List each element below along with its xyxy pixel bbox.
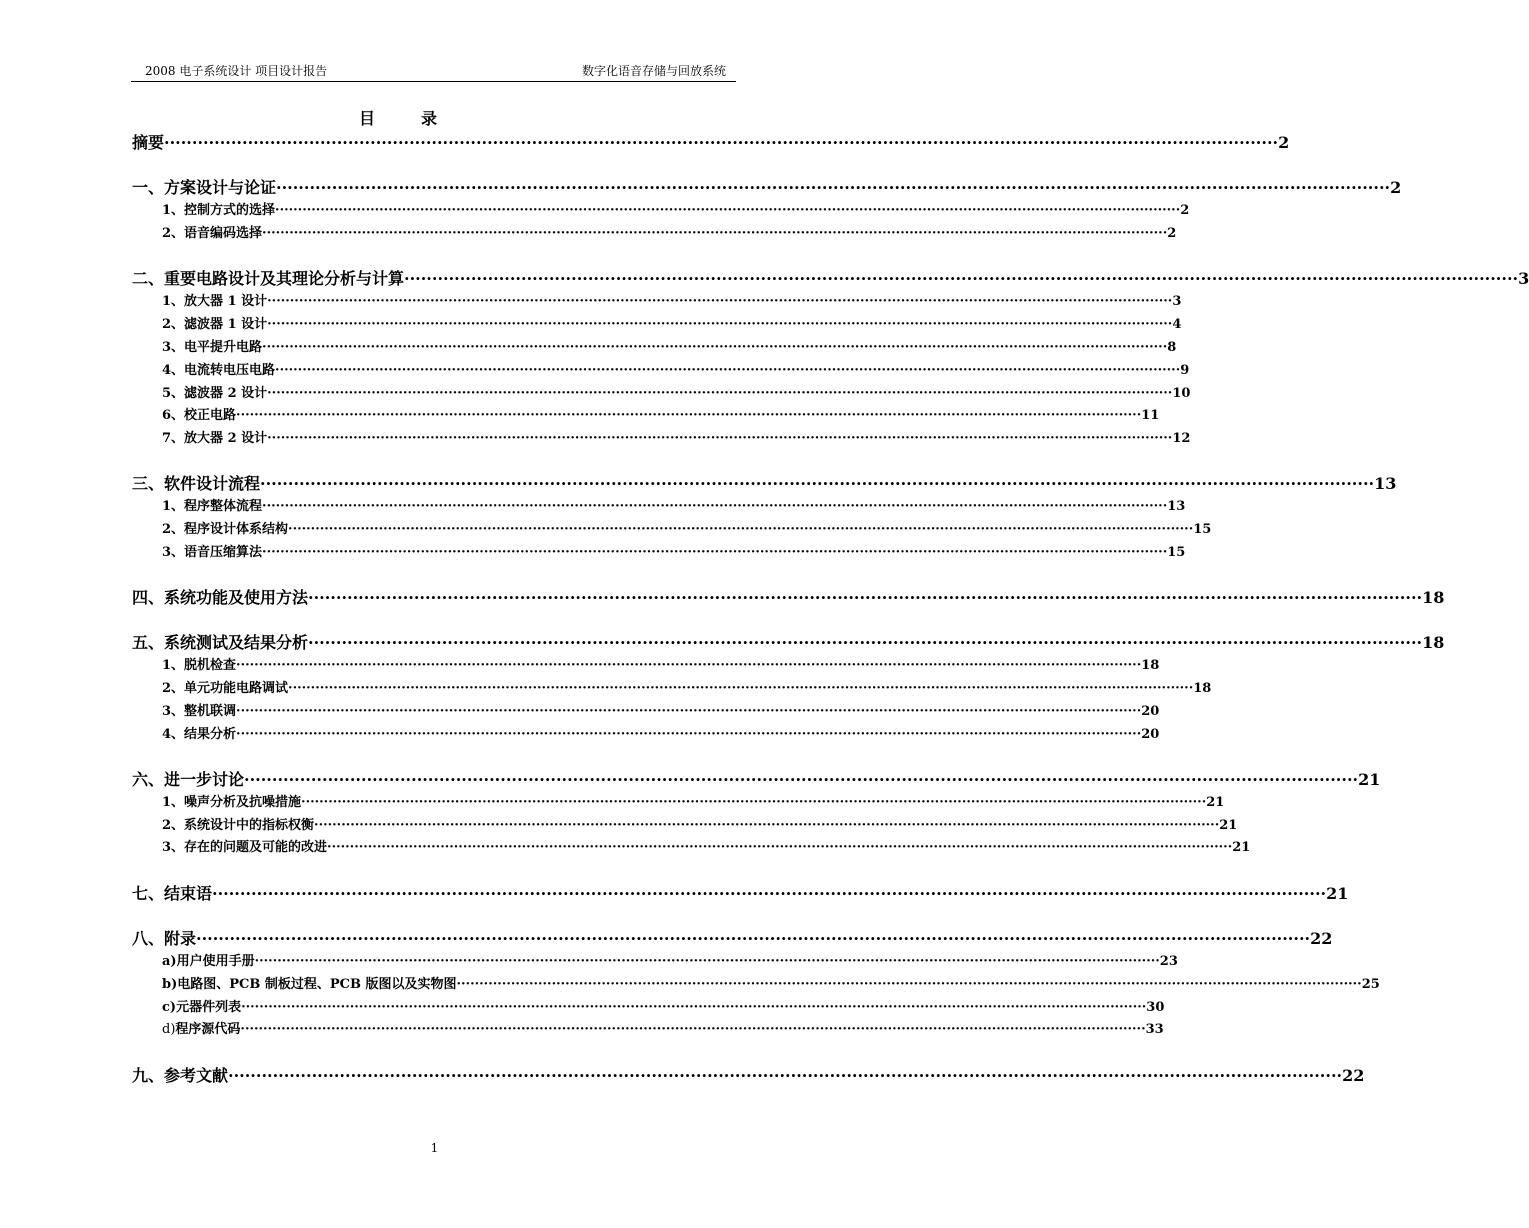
header-left-text: 2008 电子系统设计 项目设计报告: [145, 64, 328, 78]
toc-entry-2-7: 7、放大器 2 设计 ········································································································································································································ 12: [162, 431, 1191, 446]
leader-dots: ········································································································································································································: [267, 294, 1173, 309]
toc-entry-5-3: 3、整机联调 ········································································································································································································ 20: [162, 704, 1160, 719]
leader-dots: ········································································································································································································: [254, 954, 1160, 969]
toc-entry-8-c: c) 元器件列表 ········································································································································································································ 30: [162, 1000, 1165, 1015]
leader-dots: ········································································································································································································: [267, 386, 1173, 401]
leader-dots: ········································································································································································································: [327, 840, 1233, 855]
leader-dots: ········································································································································································································: [404, 269, 1519, 288]
toc-entry-6-2: 2、系统设计中的指标权衡 ········································································································································································································ 21: [162, 818, 1238, 833]
toc-entry-1-1: 1、控制方式的选择 ········································································································································································································ 2: [162, 203, 1190, 218]
leader-dots: ········································································································································································································: [228, 1066, 1343, 1085]
leader-dots: ········································································································································································································: [236, 727, 1142, 742]
leader-dots: ········································································································································································································: [262, 340, 1168, 355]
toc-entry-8-d: d) 程序源代码 ········································································································································································································ 33: [162, 1022, 1164, 1037]
toc-entry-5-4: 4、结果分析 ········································································································································································································ 20: [162, 727, 1160, 742]
toc-entry-1-2: 2、语音编码选择 ········································································································································································································ 2: [162, 226, 1177, 241]
toc-entry-6-1: 1、噪声分析及抗噪措施 ········································································································································································································ 21: [162, 795, 1225, 810]
toc-entry-3-3: 3、语音压缩算法 ········································································································································································································ 15: [162, 545, 1186, 560]
toc-entry-2-6: 6、校正电路 ········································································································································································································ 11: [162, 408, 1160, 423]
toc-entry-section-5: 五、系统测试及结果分析 ········································································································································································································ 18: [132, 633, 1445, 652]
leader-dots: ········································································································································································································: [262, 499, 1168, 514]
leader-dots: ········································································································································································································: [301, 795, 1207, 810]
leader-dots: ········································································································································································································: [267, 317, 1173, 332]
toc-entry-5-1: 1、脱机检查 ········································································································································································································ 18: [162, 658, 1160, 673]
page-header: [131, 62, 736, 82]
toc-entry-section-2: 二、重要电路设计及其理论分析与计算 ········································································································································································································ 3: [132, 269, 1529, 288]
leader-dots: ········································································································································································································: [275, 363, 1181, 378]
leader-dots: ········································································································································································································: [276, 178, 1391, 197]
leader-dots: ········································································································································································································: [260, 474, 1375, 493]
leader-dots: ········································································································································································································: [196, 929, 1311, 948]
toc-entry-2-1: 1、放大器 1 设计 ········································································································································································································ 3: [162, 294, 1182, 309]
leader-dots: ········································································································································································································: [240, 1022, 1146, 1037]
toc-entry-2-2: 2、滤波器 1 设计 ········································································································································································································ 4: [162, 317, 1182, 332]
leader-dots: ········································································································································································································: [164, 133, 1279, 152]
leader-dots: ········································································································································································································: [308, 588, 1423, 607]
toc-entry-section-3: 三、软件设计流程 ········································································································································································································ 13: [132, 474, 1397, 493]
toc-entry-section-4: 四、系统功能及使用方法 ········································································································································································································ 18: [132, 588, 1445, 607]
leader-dots: ········································································································································································································: [275, 203, 1181, 218]
toc-entry-2-4: 4、电流转电压电路 ········································································································································································································ 9: [162, 363, 1190, 378]
toc-title-part1: 目: [359, 109, 376, 128]
leader-dots: ········································································································································································································: [456, 977, 1362, 992]
leader-dots: ········································································································································································································: [262, 545, 1168, 560]
toc-entry-8-b: b) 电路图、PCB 制板过程、PCB 版图以及实物图 ········································································································································································································ 25: [162, 977, 1380, 992]
leader-dots: ········································································································································································································: [244, 770, 1359, 789]
leader-dots: ········································································································································································································: [267, 431, 1173, 446]
leader-dots: ········································································································································································································: [308, 633, 1423, 652]
toc-entry-6-3: 3、存在的问题及可能的改进 ········································································································································································································ 21: [162, 840, 1251, 855]
page-number: 1: [430, 1141, 439, 1155]
leader-dots: ········································································································································································································: [236, 658, 1142, 673]
toc-entry-2-3: 3、电平提升电路 ········································································································································································································ 8: [162, 340, 1177, 355]
leader-dots: ········································································································································································································: [314, 818, 1220, 833]
toc-entry-8-a: a) 用户使用手册 ········································································································································································································ 23: [162, 954, 1178, 969]
toc-entry-2-5: 5、滤波器 2 设计 ········································································································································································································ 10: [162, 386, 1191, 401]
leader-dots: ········································································································································································································: [262, 226, 1168, 241]
toc-entry-3-2: 2、程序设计体系结构 ········································································································································································································ 15: [162, 522, 1212, 537]
toc-entry-section-6: 六、进一步讨论 ········································································································································································································ 21: [132, 770, 1381, 789]
toc-title-part2: 录: [421, 109, 438, 128]
toc-entry-section-1: 一、方案设计与论证 ········································································································································································································ 2: [132, 178, 1402, 197]
toc-entry-section-7: 七、结束语 ········································································································································································································ 21: [132, 884, 1349, 903]
toc-entry-3-1: 1、程序整体流程 ········································································································································································································ 13: [162, 499, 1186, 514]
toc-entry-section-9: 九、参考文献 ········································································································································································································ 22: [132, 1066, 1365, 1085]
leader-dots: ········································································································································································································: [212, 884, 1327, 903]
leader-dots: ········································································································································································································: [236, 408, 1142, 423]
toc-entry-5-2: 2、单元功能电路调试 ········································································································································································································ 18: [162, 681, 1212, 696]
leader-dots: ········································································································································································································: [288, 681, 1194, 696]
header-right-text: 数字化语音存储与回放系统: [581, 64, 726, 78]
toc-entry-abstract: 摘要 ········································································································································································································ 2: [132, 133, 1290, 152]
leader-dots: ········································································································································································································: [236, 704, 1142, 719]
toc-entry-section-8: 八、附录 ········································································································································································································ 22: [132, 929, 1333, 948]
leader-dots: ········································································································································································································: [288, 522, 1194, 537]
leader-dots: ········································································································································································································: [241, 1000, 1147, 1015]
